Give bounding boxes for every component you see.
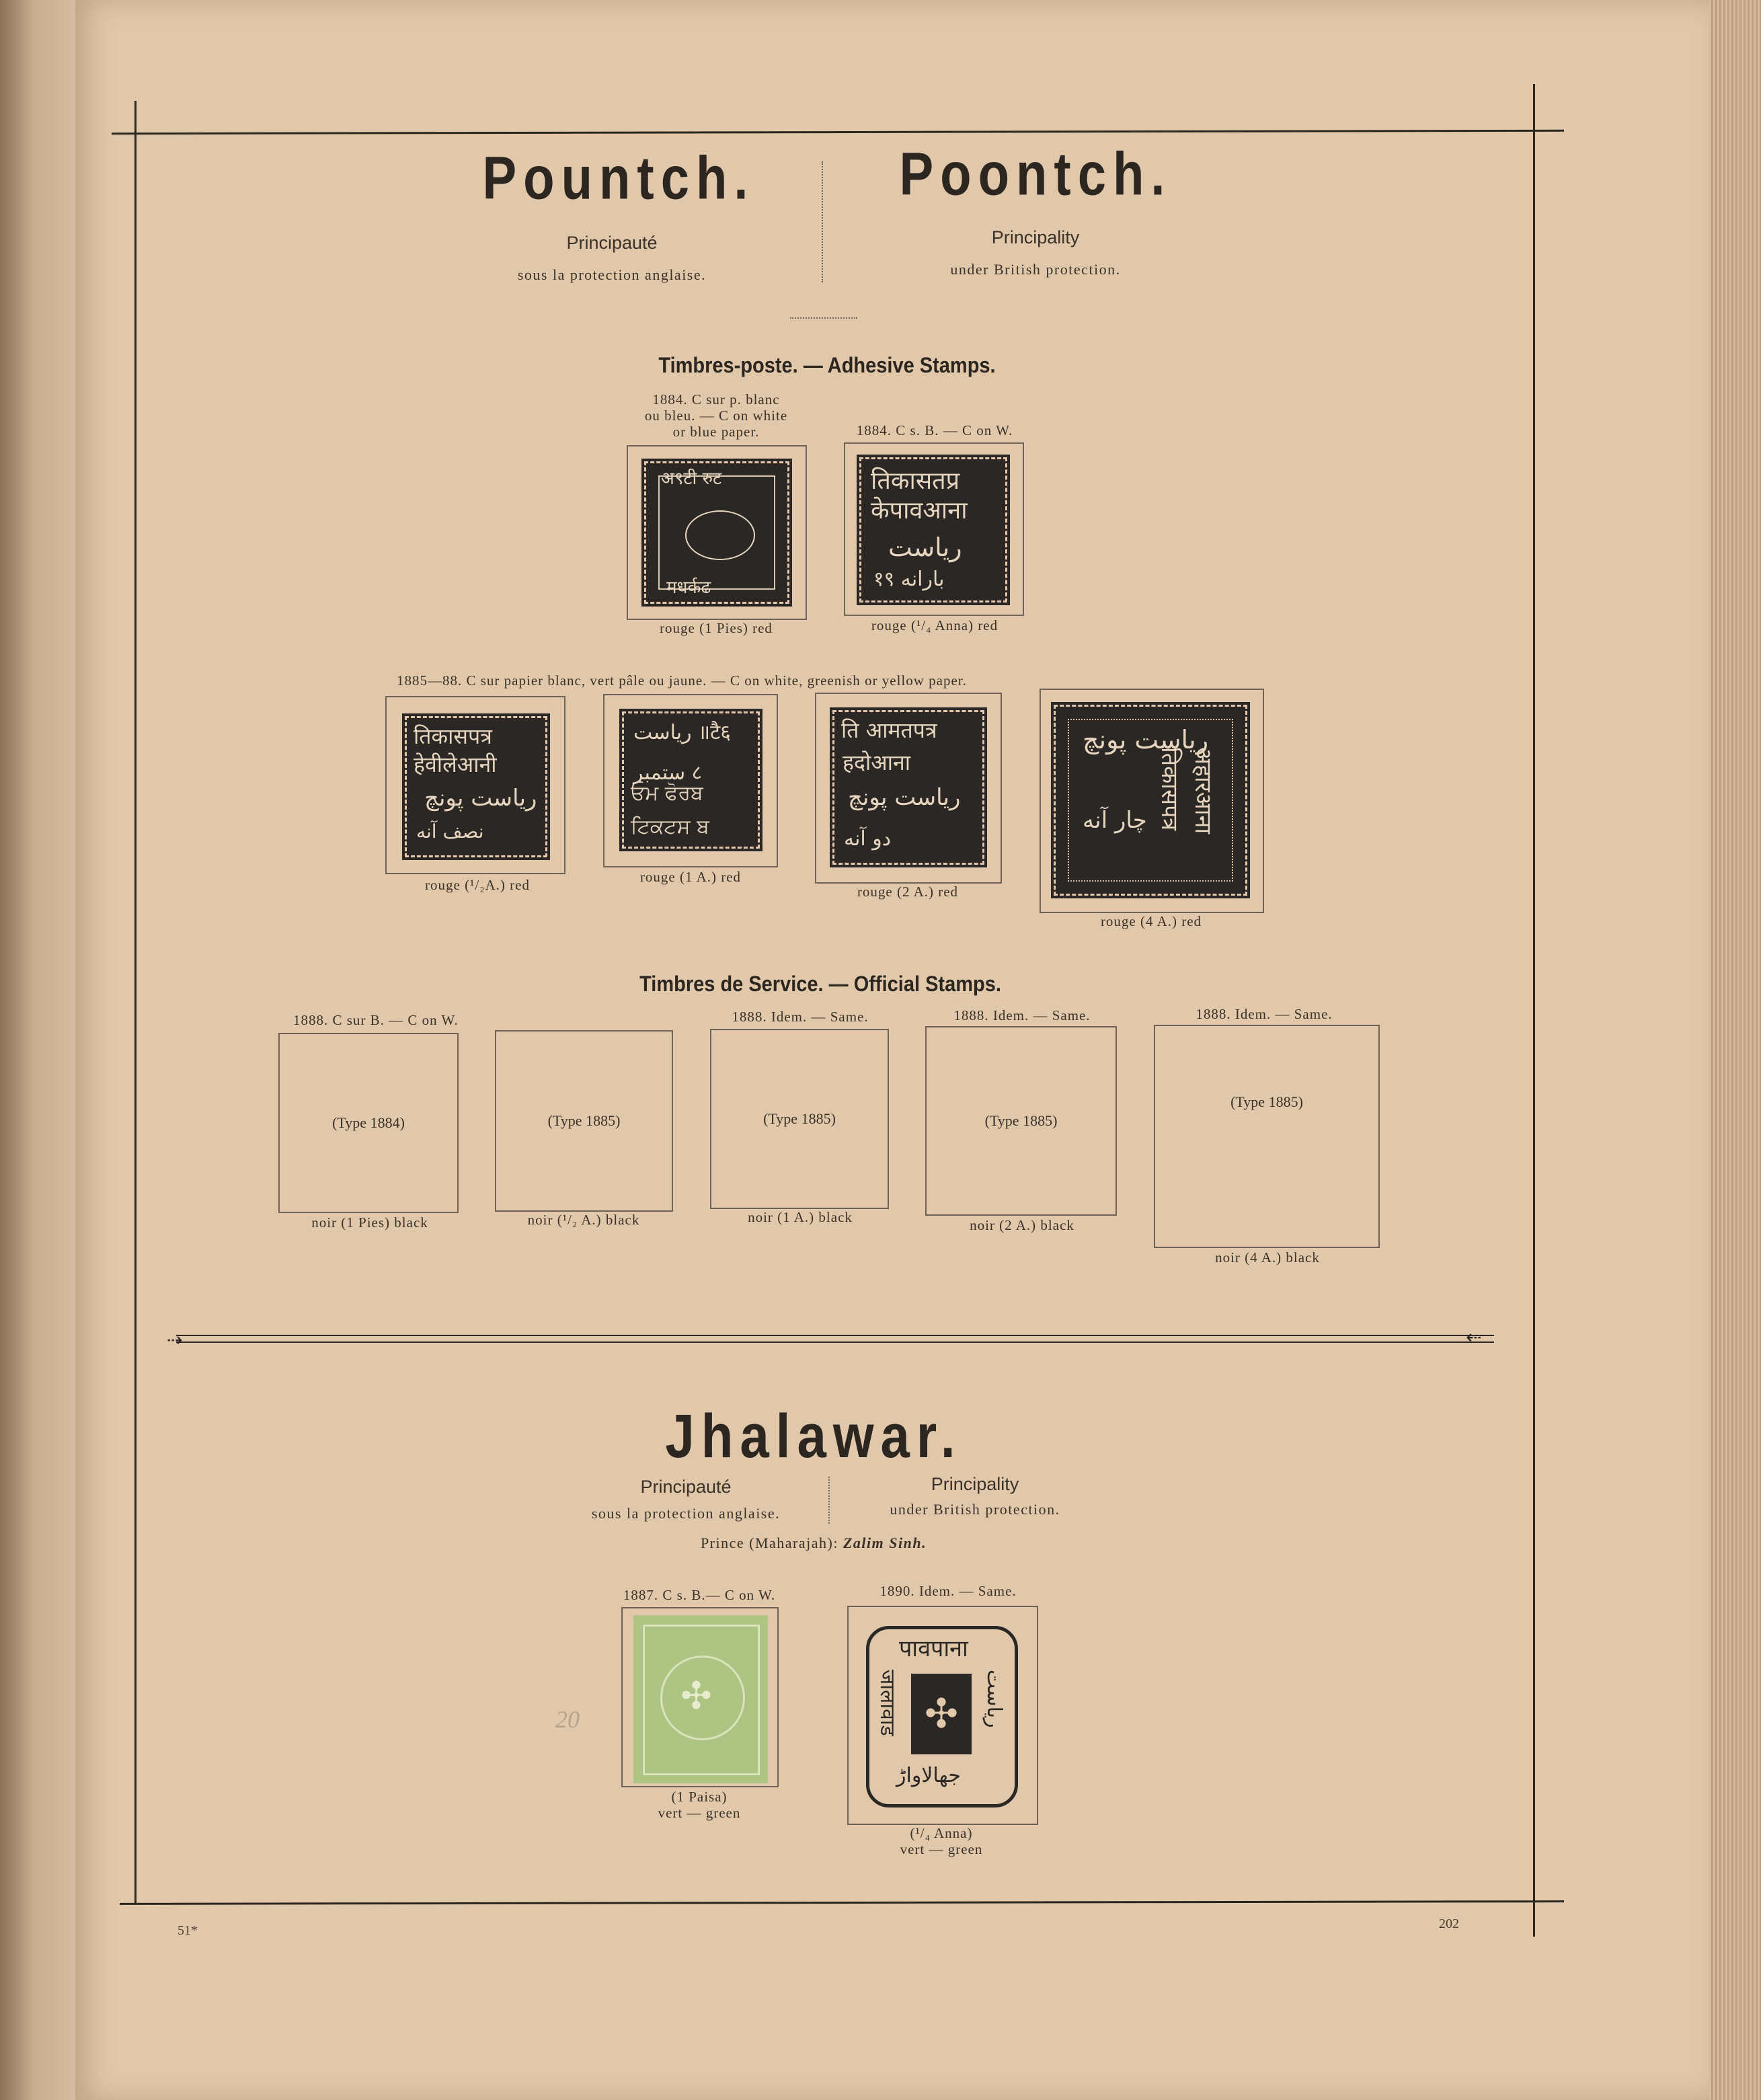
folio-left: 51* — [178, 1923, 198, 1938]
title-en: Poontch. — [899, 141, 1172, 208]
stamp-caption: rouge (2 A.) red — [857, 884, 959, 900]
row-1885-header: 1885—88. C sur papier blanc, vert pâle ou jaune. — C on white, greenish or yellow paper. — [397, 672, 967, 689]
jhalawar-caption-2: vert — green — [900, 1841, 983, 1857]
frame-left — [134, 101, 136, 1903]
jhalawar-stamp-header: 1890. Idem. — Same. — [879, 1583, 1017, 1599]
jhalawar-subtitle-fr: Principauté — [640, 1477, 732, 1497]
stamp-header: 1884. C s. B. — C on W. — [856, 422, 1013, 438]
stamp-1885-half-anna: तिकासपत्र हेवीलेआनी ﺭﻳﺎﺳﺖ ﭘﻮﻧﭻ ﻧﺼﻒ ﺁﻧﻪ — [405, 716, 547, 857]
stamp-header: 1884. C sur p. blanc ou bleu. — C on white or blue paper. — [644, 391, 788, 440]
stamp-caption: rouge (¹/₂A.) red — [425, 877, 530, 893]
figure-icon: ✣ — [911, 1674, 972, 1754]
book-spine — [0, 0, 75, 2100]
prince-line — [605, 1534, 1022, 1552]
frame-right — [1533, 84, 1535, 1937]
jhalawar-title: Jhalawar. — [665, 1400, 962, 1471]
jhalawar-protection-fr: sous la protection anglaise. — [591, 1505, 781, 1522]
official-caption: noir (2 A.) black — [970, 1217, 1074, 1233]
official-header: 1888. Idem. — Same. — [953, 1007, 1091, 1023]
stamp-1885-1-anna: ﺭﻳﺎﺳﺖ ॥टै६ ﺳﺘﻤﺒﺮ ८ ਓਮ ਫੋਰਬ ਟਿਕਟਸ ਬ — [622, 711, 760, 849]
official-type-box — [278, 1033, 459, 1213]
jhalawar-subtitle-en: Principality — [931, 1474, 1019, 1494]
official-type-box — [925, 1026, 1117, 1216]
subtitle-en: Principality — [991, 227, 1080, 247]
official-caption: noir (¹/₂ A.) black — [527, 1212, 640, 1228]
type-label: (Type 1884) — [332, 1114, 405, 1131]
protection-fr: sous la protection anglaise. — [517, 266, 707, 283]
title-divider — [822, 161, 828, 282]
official-type-box — [495, 1030, 673, 1212]
protection-en: under British protection. — [950, 261, 1121, 278]
jhalawar-caption-2: vert — green — [658, 1805, 741, 1821]
official-header: 1888. Idem. — Same. — [732, 1009, 869, 1025]
figure-icon: ✣ — [680, 1674, 712, 1718]
official-type-box — [1154, 1025, 1380, 1248]
jhalawar-stamp-header: 1887. C s. B.— C on W. — [623, 1587, 776, 1603]
page-edges — [1709, 0, 1761, 2100]
official-caption: noir (4 A.) black — [1215, 1249, 1320, 1266]
stamp-1884-1-pies: अ९टी रुट मधर्कढ — [644, 461, 789, 604]
official-type-box — [710, 1029, 889, 1209]
type-label: (Type 1885) — [547, 1112, 621, 1129]
pencil-note: 20 — [555, 1706, 580, 1733]
official-header: 1888. Idem. — Same. — [1196, 1006, 1333, 1022]
divider-arrow-right-icon: ⇠ — [1466, 1326, 1482, 1348]
adhesive-heading: Timbres-poste. — Adhesive Stamps. — [658, 354, 996, 378]
stamp-caption: rouge (1 Pies) red — [660, 620, 773, 636]
folio-right: 202 — [1439, 1916, 1459, 1931]
official-caption: noir (1 Pies) black — [311, 1214, 428, 1231]
official-heading: Timbres de Service. — Official Stamps. — [639, 972, 1001, 997]
divider-arrow-left-icon: ⇢ — [167, 1329, 183, 1351]
jhalawar-divider — [828, 1477, 835, 1524]
stamp-1885-2-anna: ति आमतपत्र हदोआना ﺭﻳﺎﺳﺖ ﭘﻮﻧﭻ ﺩﻭ ﺁﻧﻪ — [832, 710, 984, 865]
ornament-squiggle — [790, 311, 857, 319]
jhalawar-1890-stamp: पावपाना जालावाड ﺭﻳﺎﺳﺖ ✣ ﺟﮭﺎﻻﻭﺍﮌ — [866, 1626, 1018, 1807]
stamp-1884-quarter-anna: तिकासतप्र केपावआना ﺭﻳﺎﺳﺖ १९ ﺑﺎﺭﺍﻧﻪ — [859, 457, 1007, 602]
title-fr: Pountch. — [482, 145, 755, 212]
jhalawar-caption-1: (¹/₄ Anna) — [910, 1825, 973, 1841]
jhalawar-protection-en: under British protection. — [890, 1501, 1060, 1518]
type-label: (Type 1885) — [984, 1112, 1058, 1129]
stamp-caption: rouge (1 A.) red — [639, 869, 742, 885]
inscription-icon: अ९टी रुट — [661, 469, 722, 489]
prince-name: Zalim Sinh. — [843, 1534, 927, 1551]
subtitle-fr: Principauté — [566, 233, 658, 253]
prince-label: Prince (Maharajah): — [700, 1534, 838, 1551]
section-divider — [176, 1335, 1494, 1343]
type-label: (Type 1885) — [1230, 1093, 1303, 1110]
official-header: 1888. C sur B. — C on W. — [293, 1012, 459, 1028]
type-label: (Type 1885) — [763, 1110, 836, 1127]
jhalawar-1887-stamp — [633, 1615, 768, 1783]
stamp-1885-4-anna: ﺭﻳﺎﺳﺖ ﭘﻮﻧﭻ तिकासपत्र अहारआना ﭼﺎﺭ ﺁﻧﻪ — [1054, 705, 1247, 896]
stamp-caption: rouge (¹/₄ Anna) red — [871, 617, 999, 633]
stamp-caption: rouge (4 A.) red — [1100, 913, 1202, 929]
jhalawar-caption-1: (1 Paisa) — [671, 1789, 728, 1805]
official-caption: noir (1 A.) black — [748, 1209, 853, 1225]
